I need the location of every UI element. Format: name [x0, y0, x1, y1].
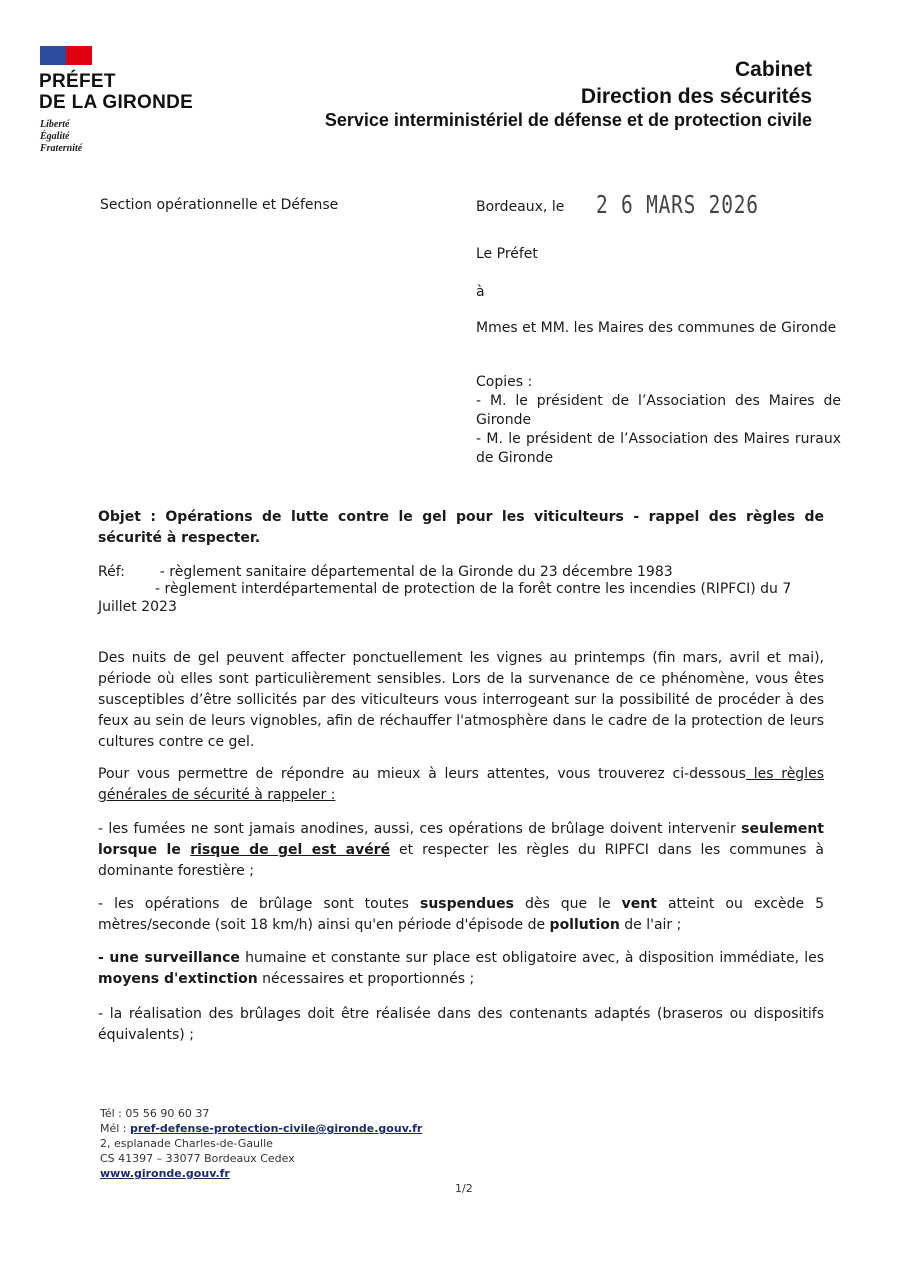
- rules-intro-underlined: les règles générales de sécurité à rappeler :: [98, 766, 824, 803]
- rule-1-c: risque de gel est avéré: [190, 842, 391, 858]
- header-service: Service interministériel de défense et de protection civile: [324, 110, 812, 130]
- ref-label: Réf:: [98, 564, 125, 580]
- page-number: 1/2: [455, 1182, 473, 1195]
- date-stamp: 2 6 MARS 2026: [596, 190, 759, 219]
- logo-gironde: DE LA GIRONDE: [39, 92, 194, 113]
- objet: Objet : Opérations de lutte contre le gel pour les viticulteurs - rappel des règles de sécurité à respecter.: [98, 509, 824, 546]
- copy-1: - M. le président de l’Association des Maires de Gironde: [476, 393, 841, 428]
- ref-2b: Juillet 2023: [98, 599, 177, 615]
- website-link[interactable]: www.gironde.gouv.fr: [100, 1167, 230, 1180]
- rule-3-c: moyens d'extinction: [98, 971, 258, 987]
- footer-mel-label: Mél :: [100, 1122, 131, 1135]
- rule-1-a: - les fumées ne sont jamais anodines, aussi, ces opérations de brûlage doivent intervenir: [98, 821, 742, 837]
- footer-address-2: CS 41397 – 33077 Bordeaux Cedex: [100, 1152, 295, 1165]
- rule-2-a: - les opérations de brûlage sont toutes: [98, 896, 420, 912]
- intro-paragraph: Des nuits de gel peuvent affecter ponctuellement les vignes au printemps (fin mars, avril et mai), période où elles sont particulièrement sensibles. Lors de la survenance de ce phénomène, vous êtes susceptibles d’être sollicités par des viticulteurs vous interrogeant sur la possibilité de procéder à des feux au sein de leurs vignobles, afin de réchauffer l'atmosphère dans le cadre de la protection de leurs cultures contre ce gel.: [98, 650, 824, 750]
- rules-intro-text: Pour vous permettre de répondre au mieux à leurs attentes, vous trouverez ci-dessous: [98, 766, 746, 782]
- place-label: Bordeaux, le: [476, 199, 565, 215]
- rule-1-b: seulement lorsque le: [98, 821, 824, 858]
- rules-intro: [98, 764, 824, 806]
- ref-1: - règlement sanitaire départemental de la Gironde du 23 décembre 1983: [159, 564, 673, 580]
- flag-red: [66, 46, 92, 65]
- rule-2-g: de l'air ;: [619, 917, 682, 933]
- rule-2-d: vent: [621, 896, 657, 912]
- sender: Le Préfet: [476, 246, 538, 262]
- rule-2: [98, 894, 824, 936]
- rule-3: [98, 948, 824, 990]
- copy-2: - M. le président de l’Association des Maires ruraux de Gironde: [476, 431, 841, 466]
- rule-2-c: dès que le: [513, 896, 622, 912]
- motto-fraternite: Fraternité: [40, 143, 83, 154]
- motto-egalite: Égalité: [40, 131, 70, 142]
- copies-label: Copies :: [476, 374, 533, 390]
- email-link[interactable]: pref-defense-protection-civile@gironde.gouv.fr: [130, 1122, 423, 1135]
- ref-2a: - règlement interdépartemental de protection de la forêt contre les incendies (RIPFCI) du 7: [155, 581, 792, 597]
- header-cabinet: Cabinet: [734, 58, 812, 81]
- marianne-flag-icon: [40, 46, 92, 65]
- footer-tel: Tél : 05 56 90 60 37: [100, 1107, 210, 1120]
- rule-2-e: atteint ou excède 5 mètres/seconde (soit 18 km/h) ainsi qu'en période d'épisode de: [98, 896, 824, 933]
- motto-liberte: Liberté: [40, 119, 70, 130]
- footer-mel: [100, 1121, 422, 1136]
- to-label: à: [476, 284, 485, 300]
- header-direction: Direction des sécurités: [580, 85, 812, 108]
- rule-4: - la réalisation des brûlages doit être réalisée dans des contenants adaptés (braseros ou dispositifs équivalents) ;: [98, 1006, 824, 1043]
- footer-address-1: 2, esplanade Charles-de-Gaulle: [100, 1137, 273, 1150]
- rule-3-a: - une surveillance: [98, 950, 240, 966]
- rule-3-b: humaine et constante sur place est obligatoire avec, à disposition immédiate, les: [239, 950, 825, 966]
- flag-blue: [40, 46, 66, 65]
- recipient: Mmes et MM. les Maires des communes de Gironde: [476, 320, 837, 336]
- footer-web: [100, 1166, 230, 1181]
- section-label: Section opérationnelle et Défense: [100, 197, 339, 213]
- rule-1: [98, 819, 824, 882]
- rule-2-f: pollution: [549, 917, 620, 933]
- rule-2-b: suspendues: [420, 896, 514, 912]
- rule-1-d: et respecter les règles du RIPFCI dans les communes à dominante forestière ;: [98, 842, 824, 879]
- rule-3-d: nécessaires et proportionnés ;: [257, 971, 475, 987]
- logo-prefet: PRÉFET: [39, 71, 116, 92]
